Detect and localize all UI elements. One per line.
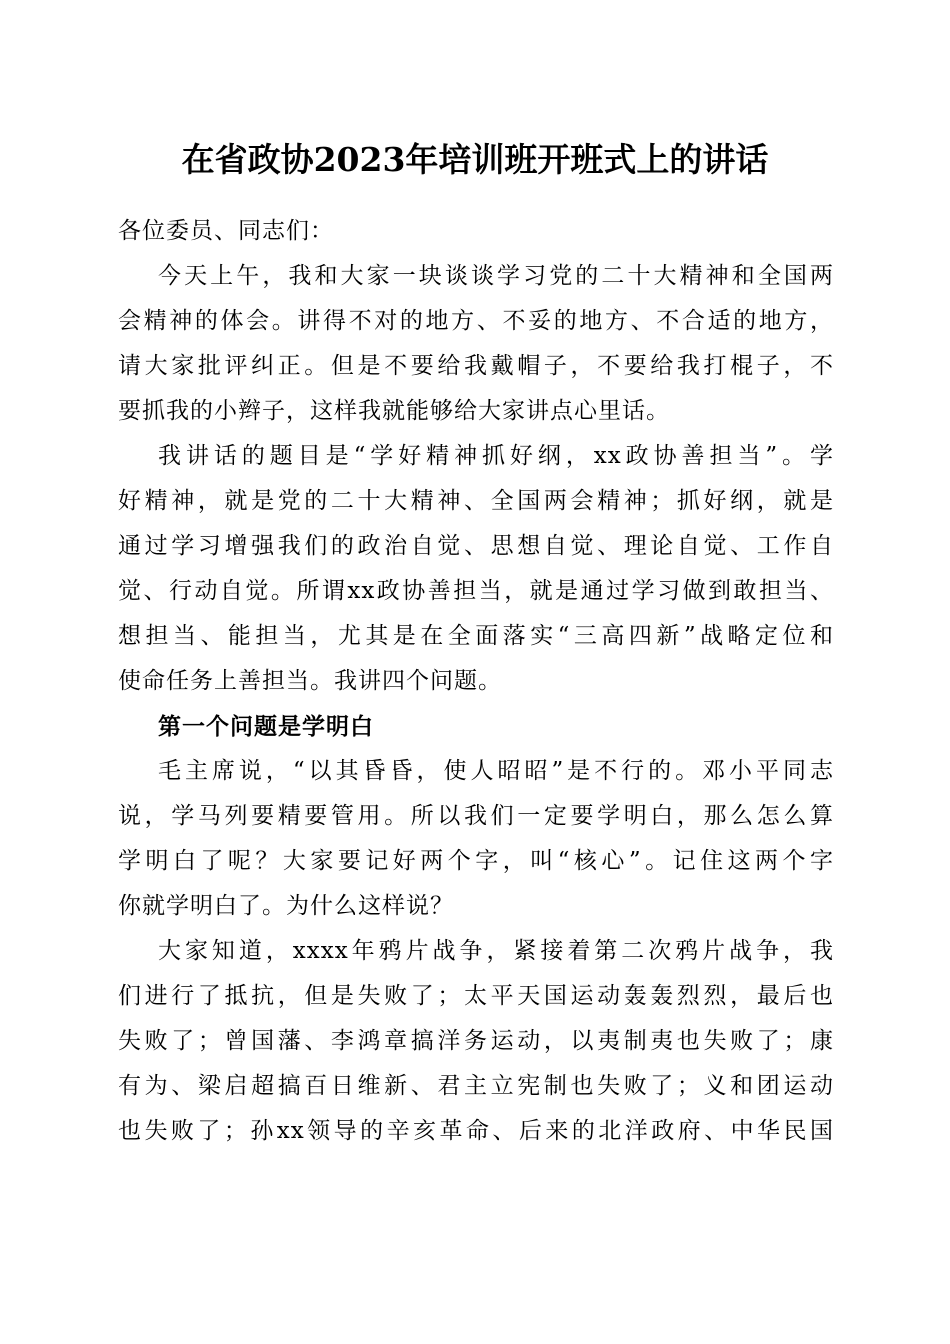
paragraph-line: 请大家批评纠正。但是不要给我戴帽子，不要给我打棍子，不 <box>118 353 834 379</box>
paragraph-line: 会精神的体会。讲得不对的地方、不妥的地方、不合适的地方， <box>118 308 834 334</box>
paragraph-line: 毛主席说，“以其昏昏，使人昭昭”是不行的。邓小平同志 <box>158 758 834 784</box>
paragraph-line: 也失败了；孙xx领导的辛亥革命、后来的北洋政府、中华民国 <box>118 1118 834 1144</box>
paragraph-line: 失败了；曾国藩、李鸿章搞洋务运动，以夷制夷也失败了；康 <box>118 1028 834 1054</box>
paragraph-4 <box>118 929 834 1154</box>
paragraph-line: 通过学习增强我们的政治自觉、思想自觉、理论自觉、工作自 <box>118 533 834 559</box>
paragraph-line: 有为、梁启超搞百日维新、君主立宪制也失败了；义和团运动 <box>118 1073 834 1099</box>
paragraph-line: 们进行了抵抗，但是失败了；太平天国运动轰轰烈烈，最后也 <box>118 983 834 1009</box>
paragraph-line: 想担当、能担当，尤其是在全面落实“三高四新”战略定位和 <box>118 623 834 649</box>
paragraph-line: 我讲话的题目是“学好精神抓好纲，xx政协善担当”。学 <box>158 443 834 469</box>
section-heading-text: 第一个问题是学明白 <box>158 713 374 740</box>
salutation: 各位委员、同志们： <box>118 218 334 244</box>
paragraph-line: 使命任务上善担当。我讲四个问题。 <box>118 668 502 694</box>
paragraph-line: 今天上午，我和大家一块谈谈学习党的二十大精神和全国两 <box>158 263 834 289</box>
document-body <box>118 209 834 1154</box>
paragraph-line: 大家知道，xxxx年鸦片战争，紧接着第二次鸦片战争，我 <box>158 938 834 964</box>
paragraph-line: 你就学明白了。为什么这样说？ <box>118 893 454 919</box>
paragraph-3 <box>118 749 834 929</box>
paragraph-1 <box>118 254 834 434</box>
paragraph-line: 要抓我的小辫子，这样我就能够给大家讲点心里话。 <box>118 398 670 424</box>
document-title: 在省政协2023年培训班开班式上的讲话 <box>181 140 769 179</box>
paragraph-line: 学明白了呢？大家要记好两个字，叫“核心”。记住这两个字 <box>118 848 834 874</box>
paragraph-line: 好精神，就是党的二十大精神、全国两会精神；抓好纲，就是 <box>118 488 834 514</box>
paragraph-line: 觉、行动自觉。所谓xx政协善担当，就是通过学习做到敢担当、 <box>118 578 834 604</box>
paragraph-line: 说，学马列要精要管用。所以我们一定要学明白，那么怎么算 <box>118 803 834 829</box>
paragraph-2 <box>118 434 834 704</box>
section-heading <box>118 704 834 749</box>
